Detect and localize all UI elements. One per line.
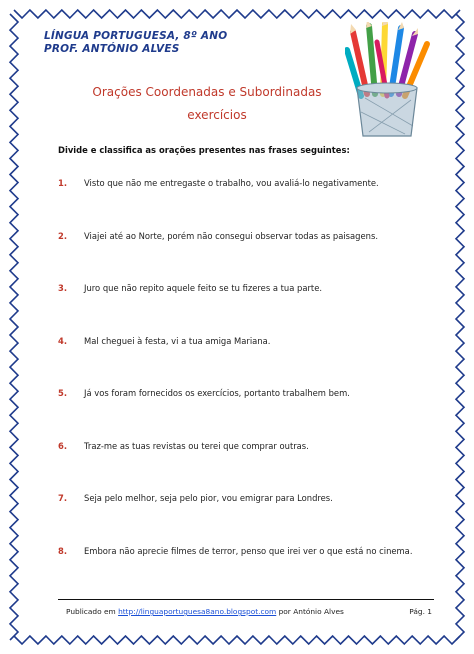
exercise-number: 2. <box>58 230 68 241</box>
exercise-item <box>58 493 438 507</box>
exercise-item <box>58 336 438 350</box>
exercise-item <box>58 441 438 455</box>
footer-prefix: Publicado em <box>66 607 119 616</box>
document-header <box>44 30 227 56</box>
exercise-number: 4. <box>58 335 68 346</box>
exercise-number: 6. <box>58 440 68 451</box>
exercise-item <box>58 283 438 297</box>
footer-blog-link[interactable]: http://linguaportuguesa8ano.blogspot.com <box>118 607 277 616</box>
exercise-sentence: Visto que não me entregaste o trabalho, vou avaliá-lo negativamente. <box>84 178 379 188</box>
exercise-item <box>58 231 438 245</box>
exercise-sentence: Juro que não repito aquele feito se tu fizeres a tua parte. <box>84 283 323 293</box>
exercise-sentence: Traz-me as tuas revistas ou terei que comprar outras. <box>84 440 309 451</box>
footer-divider <box>58 599 434 600</box>
page-footer <box>66 607 432 619</box>
document-title: Orações Coordenadas e Subordinadas <box>92 85 322 99</box>
pencil-cup-icon <box>345 22 435 140</box>
exercise-number: 5. <box>58 388 68 398</box>
exercise-item <box>58 388 438 402</box>
exercise-sentence: Mal cheguei à festa, vi a tua amiga Mariana. <box>84 335 271 346</box>
footer-author: por António Alves <box>276 607 344 616</box>
exercise-number: 8. <box>58 545 68 556</box>
exercise-sentence: Viajei até ao Norte, porém não consegui observar todas as paisagens. <box>84 230 378 241</box>
header-subject: LÍNGUA PORTUGUESA, 8º ANO <box>44 30 228 42</box>
exercise-item <box>58 546 438 560</box>
exercise-number: 7. <box>58 493 68 503</box>
header-teacher: PROF. ANTÓNIO ALVES <box>44 43 180 55</box>
exercise-number: 1. <box>58 178 68 188</box>
exercise-instruction: Divide e classifica as orações presentes nas frases seguintes: <box>58 145 350 155</box>
page-number: Pág. 1 <box>409 607 432 616</box>
document-subtitle: exercícios <box>187 108 247 122</box>
exercise-number: 3. <box>58 283 68 293</box>
exercise-item <box>58 178 438 192</box>
exercise-sentence: Já vos foram fornecidos os exercícios, portanto trabalhem bem. <box>84 388 350 398</box>
exercise-sentence: Embora não aprecie filmes de terror, penso que irei ver o que está no cinema. <box>84 545 413 556</box>
exercise-sentence: Seja pelo melhor, seja pelo pior, vou emigrar para Londres. <box>84 493 333 503</box>
